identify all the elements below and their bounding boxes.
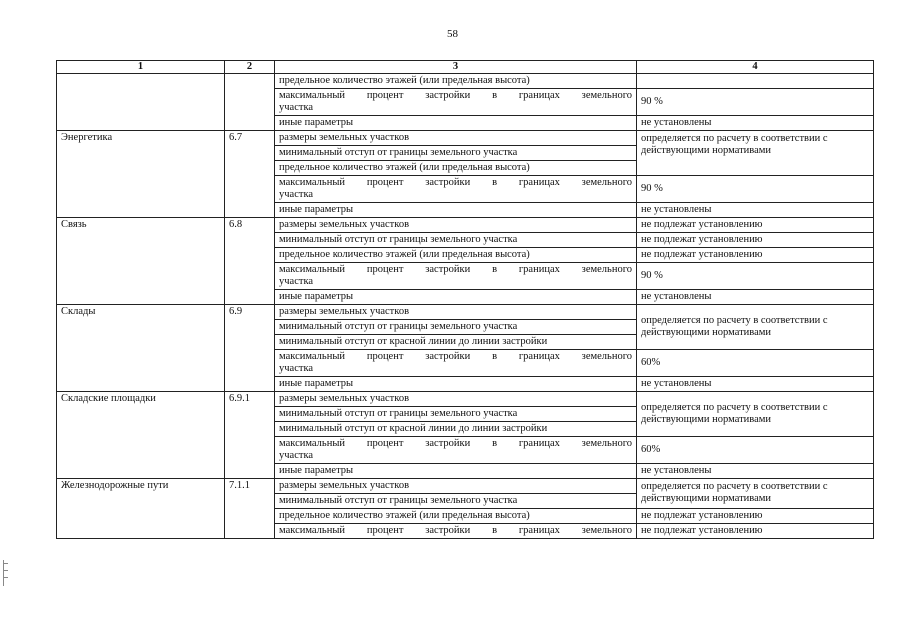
group-name-cell: Железнодорожные пути xyxy=(57,479,225,539)
param-line: участка xyxy=(279,189,314,200)
group-code-cell: 6.8 xyxy=(225,218,275,305)
group-name-cell: Связь xyxy=(57,218,225,305)
group-code-cell: 7.1.1 xyxy=(225,479,275,539)
param-line: участка xyxy=(279,450,314,461)
param-line: максимальный процент застройки в границах земельного xyxy=(279,90,632,101)
param-cell: минимальный отступ от красной линии до линии застройки xyxy=(275,335,637,350)
value-cell: 90 % xyxy=(637,263,874,290)
value-cell: 60% xyxy=(637,350,874,377)
table-row xyxy=(57,305,874,320)
param-cell: минимальный отступ от границы земельного участка xyxy=(275,233,637,248)
value-cell: не установлены xyxy=(637,464,874,479)
param-cell: иные параметры xyxy=(275,464,637,479)
value-cell: не подлежат установлению xyxy=(637,509,874,524)
value-cell: не установлены xyxy=(637,377,874,392)
param-line: максимальный процент застройки в границах земельного xyxy=(279,438,632,449)
param-cell: минимальный отступ от границы земельного участка xyxy=(275,494,637,509)
group-name-cell: Складские площадки xyxy=(57,392,225,479)
param-cell: минимальный отступ от границы земельного участка xyxy=(275,407,637,422)
value-cell: определяется по расчету в соответствии с действующими нормативами xyxy=(637,479,874,509)
value-cell: не подлежат установлению xyxy=(637,218,874,233)
group-code-cell: 6.7 xyxy=(225,131,275,218)
value-cell: не подлежат установлению xyxy=(637,233,874,248)
parameters-table xyxy=(56,60,874,539)
column-header-2: 2 xyxy=(225,61,275,74)
param-cell xyxy=(275,176,637,203)
group-code-cell: 6.9 xyxy=(225,305,275,392)
param-cell: предельное количество этажей (или предельная высота) xyxy=(275,74,637,89)
param-cell: размеры земельных участков xyxy=(275,218,637,233)
header-row xyxy=(57,61,874,74)
param-cell: минимальный отступ от красной линии до линии застройки xyxy=(275,422,637,437)
param-cell xyxy=(275,263,637,290)
group-code-cell xyxy=(225,74,275,131)
value-cell: 90 % xyxy=(637,176,874,203)
param-cell: иные параметры xyxy=(275,116,637,131)
table-row xyxy=(57,131,874,146)
param-cell: предельное количество этажей (или предельная высота) xyxy=(275,161,637,176)
group-name-cell xyxy=(57,74,225,131)
value-cell: 60% xyxy=(637,437,874,464)
value-cell: не установлены xyxy=(637,290,874,305)
value-cell: определяется по расчету в соответствии с действующими нормативами xyxy=(637,305,874,350)
binding-mark xyxy=(3,560,8,586)
param-cell xyxy=(275,437,637,464)
group-name-cell: Энергетика xyxy=(57,131,225,218)
value-cell xyxy=(637,74,874,89)
table-row xyxy=(57,74,874,89)
param-cell xyxy=(275,89,637,116)
param-cell: предельное количество этажей (или предельная высота) xyxy=(275,509,637,524)
param-line: участка xyxy=(279,102,314,113)
group-code-cell: 6.9.1 xyxy=(225,392,275,479)
page-number: 58 xyxy=(447,28,458,40)
param-cell: минимальный отступ от границы земельного участка xyxy=(275,146,637,161)
param-cell: минимальный отступ от границы земельного участка xyxy=(275,320,637,335)
group-name-cell: Склады xyxy=(57,305,225,392)
column-header-1: 1 xyxy=(57,61,225,74)
param-cell: размеры земельных участков xyxy=(275,305,637,320)
param-cell: иные параметры xyxy=(275,377,637,392)
param-cell: иные параметры xyxy=(275,203,637,218)
param-line: максимальный процент застройки в границах земельного xyxy=(279,525,632,536)
param-cell xyxy=(275,524,637,539)
param-cell: размеры земельных участков xyxy=(275,392,637,407)
column-header-4: 4 xyxy=(637,61,874,74)
param-line: участка xyxy=(279,363,314,374)
param-line: максимальный процент застройки в границах земельного xyxy=(279,177,632,188)
param-cell: иные параметры xyxy=(275,290,637,305)
column-header-3: 3 xyxy=(275,61,637,74)
value-cell: не подлежат установлению xyxy=(637,248,874,263)
value-cell: определяется по расчету в соответствии с действующими нормативами xyxy=(637,392,874,437)
table-row xyxy=(57,479,874,494)
value-cell: определяется по расчету в соответствии с действующими нормативами xyxy=(637,131,874,176)
param-cell: размеры земельных участков xyxy=(275,131,637,146)
value-cell: не подлежат установлению xyxy=(637,524,874,539)
table-row xyxy=(57,392,874,407)
param-line: участка xyxy=(279,276,314,287)
param-line: максимальный процент застройки в границах земельного xyxy=(279,351,632,362)
param-cell: размеры земельных участков xyxy=(275,479,637,494)
param-cell xyxy=(275,350,637,377)
value-cell: 90 % xyxy=(637,89,874,116)
param-cell: предельное количество этажей (или предельная высота) xyxy=(275,248,637,263)
table-row xyxy=(57,218,874,233)
value-cell: не установлены xyxy=(637,116,874,131)
param-line: максимальный процент застройки в границах земельного xyxy=(279,264,632,275)
value-cell: не установлены xyxy=(637,203,874,218)
